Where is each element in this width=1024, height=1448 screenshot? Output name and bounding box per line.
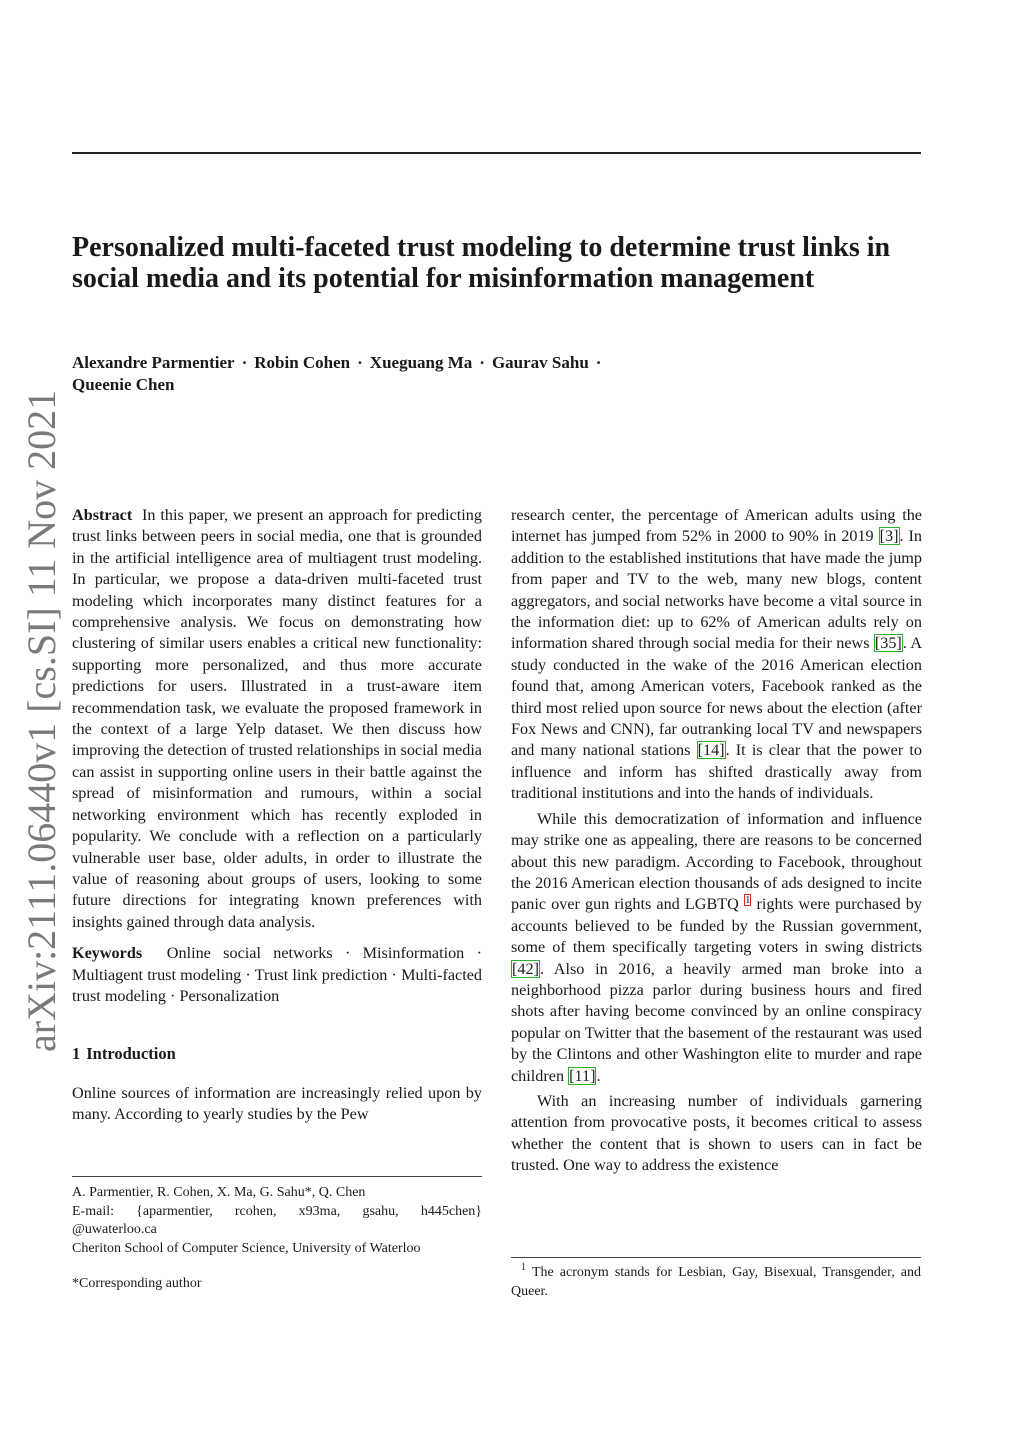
header-rule xyxy=(72,152,921,154)
footnote-link[interactable]: 1 xyxy=(744,893,751,906)
footnote-mark: 1 xyxy=(521,1262,526,1274)
section-heading-introduction xyxy=(72,1043,482,1064)
footnote-rule xyxy=(511,1257,921,1258)
affiliation-email-domain: @uwaterloo.ca xyxy=(72,1222,157,1238)
affiliation-email: E-mail: {aparmentier, rcohen, x93ma, gsahu, h445chen} xyxy=(72,1203,482,1219)
author-name: Queenie Chen xyxy=(72,375,175,394)
affiliation-block xyxy=(72,1184,482,1258)
right-column xyxy=(511,505,922,1177)
section-title: Introduction xyxy=(86,1044,176,1064)
author-separator: · xyxy=(241,353,248,372)
keywords-heading: Keywords xyxy=(72,944,143,963)
footnote-text: The acronym stands for Lesbian, Gay, Bisexual, Transgender, and Queer. xyxy=(511,1265,921,1299)
author-name: Xueguang Ma xyxy=(369,353,473,372)
text-run: . Also in 2016, a heavily armed man broke into a neighborhood pizza parlor during business hours and fired shots after having become convinced by an online conspiracy popular on Twitter that the basement of the restaurant was used by the Clintons and other Washington elite to murder and rape children xyxy=(511,959,922,1085)
citation-link[interactable]: [11] xyxy=(569,1066,596,1085)
author-separator: · xyxy=(479,353,485,372)
keywords-text: Online social networks · Misinformation · Multiagent trust modeling · Trust link prediction · Multi-facted trust modeling · Personalization xyxy=(72,944,482,1005)
section-number: 1 xyxy=(72,1044,81,1064)
affiliation-rule xyxy=(72,1176,482,1177)
author-list xyxy=(72,352,922,396)
author-name: Robin Cohen xyxy=(254,353,351,372)
abstract-heading: Abstract xyxy=(72,506,133,524)
author-separator: · xyxy=(357,353,363,372)
citation-link[interactable]: [14] xyxy=(697,741,725,760)
intro-paragraph: Online sources of information are increasingly relied upon by many. According to yearly studies by the Pew xyxy=(72,1083,482,1124)
author-name: Alexandre Parmentier xyxy=(72,353,235,372)
footnote xyxy=(511,1264,921,1301)
text-run: While this democratization of information and influence may strike one as appealing, there are reasons to be concerned about this new paradigm. According to Facebook, throughout the 2016 American election thousands of ads designed to incite panic over gun rights and LGBTQ xyxy=(511,809,922,914)
corresponding-author-note: *Corresponding author xyxy=(72,1276,202,1291)
paper-title: Personalized multi-faceted trust modeling to determine trust links in social media and its potential for misinformation management xyxy=(72,232,891,294)
citation-link[interactable]: [3] xyxy=(879,527,899,546)
abstract-text: In this paper, we present an approach for predicting trust links between peers in social media, one that is grounded in the artificial intelligence area of multiagent trust modeling. In particular, we propose a data-driven multi-faceted trust modeling which incorporates many distinct features for a comprehensive analysis. We focus on demonstrating how clustering of similar users enables a critical new functionality: supporting more personalized, and thus more accurate predictions for users. Illustrated in a trust-aware item recommendation task, we evaluate the proposed framework in the context of a large Yelp dataset. We then discuss how improving the detection of trusted relationships in social media can assist in supporting online users in their battle against the spread of misinformation and rumours, within a social networking environment which has recently exploded in popularity. We conclude with a reflection on a particularly vulnerable user base, older adults, in order to illustrate the value of reasoning about groups of users, looking to some future directions for integrating known preferences with insights gained through data analysis. xyxy=(72,506,482,931)
text-run: . In addition to the established institutions that have made the jump from paper and TV to the web, many new blogs, content aggregators, and social networks have become a vital source in the information diet: up to 62% of American adults rely on information shared through social media for their news xyxy=(511,527,923,653)
affiliation-institution: Cheriton School of Computer Science, University of Waterloo xyxy=(72,1240,421,1256)
intro-paragraph-3: With an increasing number of individuals garnering attention from provocative posts, it becomes critical to assess whether the content that is shown to users can in fact be trusted. One way to address the existence xyxy=(511,1091,922,1175)
text-run: rights were purchased by accounts believed to be funded by the Russian government, some of them specifically targeting voters in swing districts xyxy=(511,895,922,957)
abstract xyxy=(72,505,482,933)
intro-paragraph-2 xyxy=(511,809,922,1087)
text-run: . It is clear that the power to influence and inform has shifted drastically away from traditional institutions and into the hands of individuals. xyxy=(511,741,922,803)
affiliation-names: A. Parmentier, R. Cohen, X. Ma, G. Sahu*, Q. Chen xyxy=(72,1185,366,1200)
citation-link[interactable]: [42] xyxy=(512,959,539,978)
author-separator: · xyxy=(595,353,602,372)
text-run: . A study conducted in the wake of the 2016 American election found that, among American voters, Facebook ranked as the third most relied upon source for news about the election (after Fox News and CNN), far outranking local TV and newspapers and many national stations xyxy=(511,634,923,760)
citation-link[interactable]: [35] xyxy=(874,634,902,653)
text-run: . xyxy=(596,1066,601,1085)
author-name: Gaurav Sahu xyxy=(491,353,589,372)
keywords xyxy=(72,943,482,1007)
intro-paragraph-continued xyxy=(511,505,922,805)
left-column xyxy=(72,505,482,1126)
arxiv-stamp: arXiv:2111.06440v1 [cs.SI] 11 Nov 2021 xyxy=(19,389,64,1052)
text-run: research center, the percentage of American adults using the internet has jumped from 52% in 2000 to 90% in 2019 xyxy=(511,506,922,546)
